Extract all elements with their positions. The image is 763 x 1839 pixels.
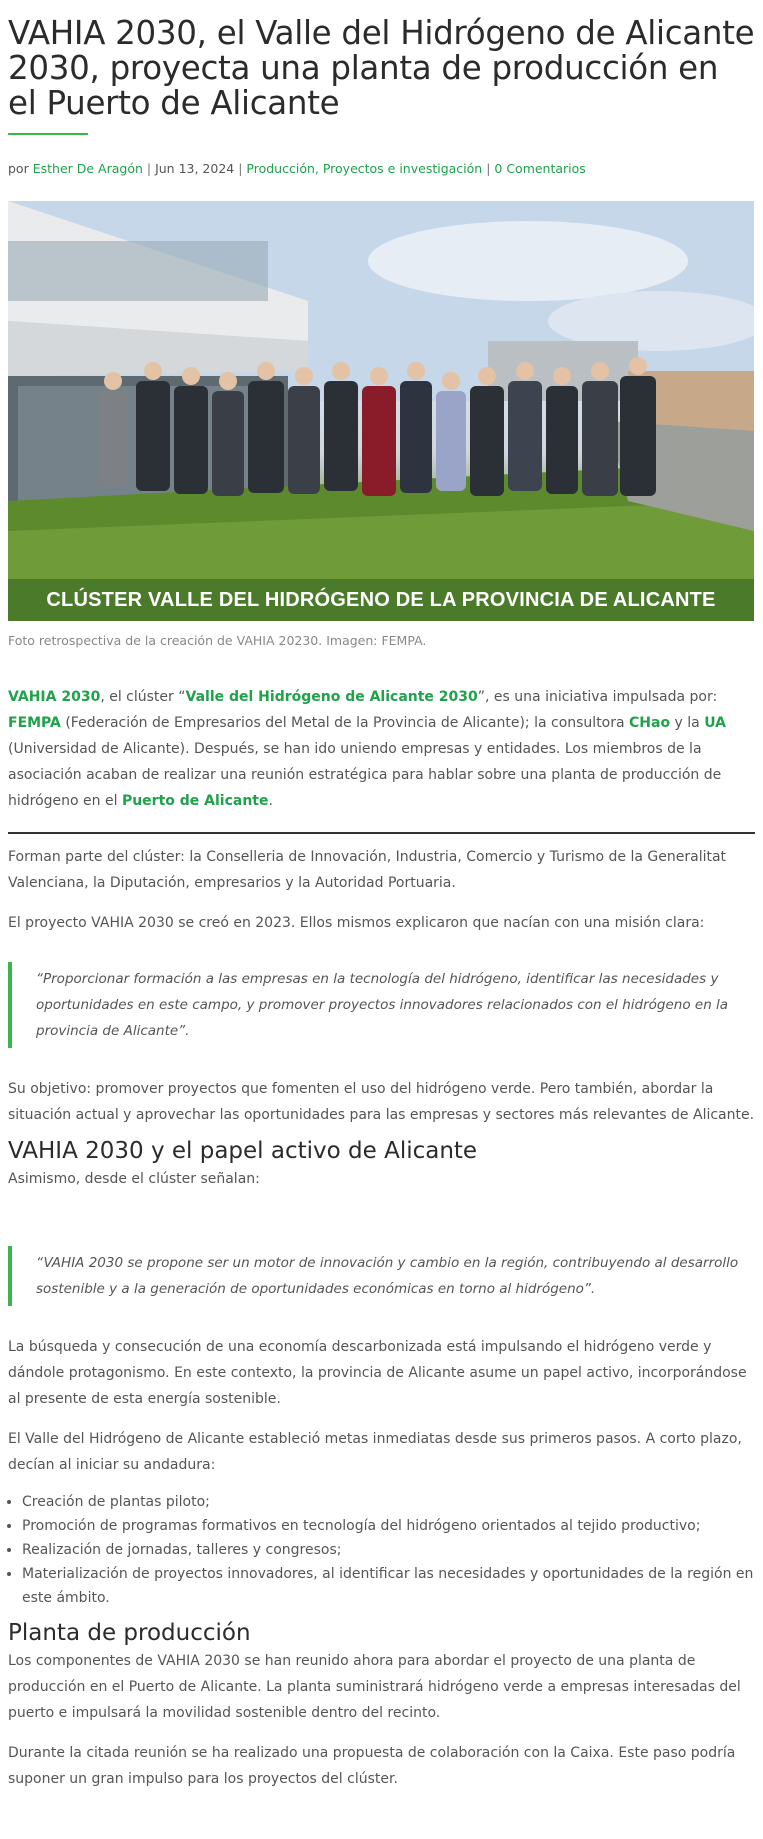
featured-image <box>8 201 754 621</box>
paragraph-origin: El proyecto VAHIA 2030 se creó en 2023. Ellos mismos explicaron que nacían con una misión clara: <box>8 915 705 931</box>
heading-planta-produccion: Planta de producción <box>8 1620 251 1646</box>
paragraph-members: Forman parte del clúster: la Conselleria de Innovación, Industria, Comercio y Turismo de la Generalitat Valenciana, la Diputación, empresarios y la Autoridad Portuaria. <box>8 849 727 891</box>
group-photo-illustration <box>8 201 754 621</box>
intro-text-2: ”, es una iniciativa impulsada por: <box>477 689 718 705</box>
paragraph-descarbonizada: La búsqueda y consecución de una economía descarbonizada está impulsando el hidrógeno verde y dándole protagonismo. En este contexto, la provincia de Alicante asume un papel activo, incorporándose al presente de esta energía sostenible. <box>8 1339 747 1407</box>
image-caption: Foto retrospectiva de la creación de VAHIA 20230. Imagen: FEMPA. <box>8 633 427 648</box>
paragraph-la-caixa: Durante la citada reunión se ha realizado una propuesta de colaboración con la Caixa. Este paso podría suponer un gran impulso para los proyectos del clúster. <box>8 1745 736 1787</box>
list-item: • Materialización de proyectos innovadores, al identificar las necesidades y oportunidades de la región en este ámbito. <box>22 1562 755 1610</box>
link-vahia[interactable]: VAHIA 2030 <box>8 689 101 705</box>
intro-text-3: (Federación de Empresarios del Metal de la Provincia de Alicante); la consultora <box>60 715 630 731</box>
quote-mission: “Proporcionar formación a las empresas en la tecnología del hidrógeno, identificar las necesidades y oportunidades en este campo, y promover proyectos innovadores relacionados con el hidrógeno en la provincia de Alicante”. <box>8 962 755 1048</box>
meta-separator: | <box>238 161 247 176</box>
post-date: Jun 13, 2024 <box>155 161 235 176</box>
paragraph-metas: El Valle del Hidrógeno de Alicante estableció metas inmediatas desde sus primeros pasos. A corto plazo, decían al iniciar su andadura: <box>8 1431 742 1473</box>
image-banner-text: CLÚSTER VALLE DEL HIDRÓGENO DE LA PROVINCIA DE ALICANTE <box>8 579 754 621</box>
meta-separator: | <box>486 161 495 176</box>
link-puerto-alicante[interactable]: Puerto de Alicante <box>121 793 269 809</box>
link-fempa[interactable]: FEMPA <box>8 715 61 731</box>
paragraph-asimismo: Asimismo, desde el clúster señalan: <box>8 1171 260 1187</box>
heading-papel-activo: VAHIA 2030 y el papel activo de Alicante <box>8 1138 478 1164</box>
list-item: • Promoción de programas formativos en tecnología del hidrógeno orientados al tejido productivo; <box>22 1514 755 1538</box>
title-underline <box>8 133 88 135</box>
intro-text-4: y la <box>670 715 705 731</box>
comments-link[interactable]: 0 Comentarios <box>494 161 586 176</box>
intro-text-5: (Universidad de Alicante). Después, se han ido uniendo empresas y entidades. Los miembros de la asociación acaban de realizar una reunión estratégica para hablar sobre una planta de producción de hidrógeno en el <box>8 741 722 809</box>
paragraph-intro <box>8 684 755 814</box>
goals-list <box>8 1490 755 1610</box>
paragraph-objective: Su objetivo: promover proyectos que fomenten el uso del hidrógeno verde. Pero también, abordar la situación actual y aprovechar las oportunidades para las empresas y sectores más relevantes de Alicante. <box>8 1081 755 1123</box>
paragraph-planta: Los componentes de VAHIA 2030 se han reunido ahora para abordar el proyecto de una planta de producción en el Puerto de Alicante. La planta suministrará hidrógeno verde a empresas interesadas del puerto e impulsará la movilidad sostenible dentro del recinto. <box>8 1653 741 1721</box>
intro-text-1: , el clúster “ <box>100 689 186 705</box>
meta-by: por <box>8 161 29 176</box>
section-divider <box>8 832 755 834</box>
article-title: VAHIA 2030, el Valle del Hidrógeno de Alicante 2030, proyecta una planta de producción en el Puerto de Alicante <box>8 14 755 122</box>
author-link[interactable]: Esther De Aragón <box>32 161 143 176</box>
meta-separator: | <box>146 161 156 176</box>
list-item: • Realización de jornadas, talleres y congresos; <box>22 1538 755 1562</box>
link-ua[interactable]: UA <box>704 715 726 731</box>
post-meta <box>8 161 755 176</box>
link-valle-hidrogeno[interactable]: Valle del Hidrógeno de Alicante 2030 <box>185 689 478 705</box>
quote-motor-innovacion: “VAHIA 2030 se propone ser un motor de innovación y cambio en la región, contribuyendo al desarrollo sostenible y a la generación de oportunidades económicas en torno al hidrógeno”. <box>8 1246 755 1306</box>
list-item: • Creación de plantas piloto; <box>22 1490 755 1514</box>
link-chao[interactable]: CHao <box>629 715 671 731</box>
intro-text-6: . <box>268 793 273 809</box>
category-links[interactable]: Producción, Proyectos e investigación <box>246 161 483 176</box>
